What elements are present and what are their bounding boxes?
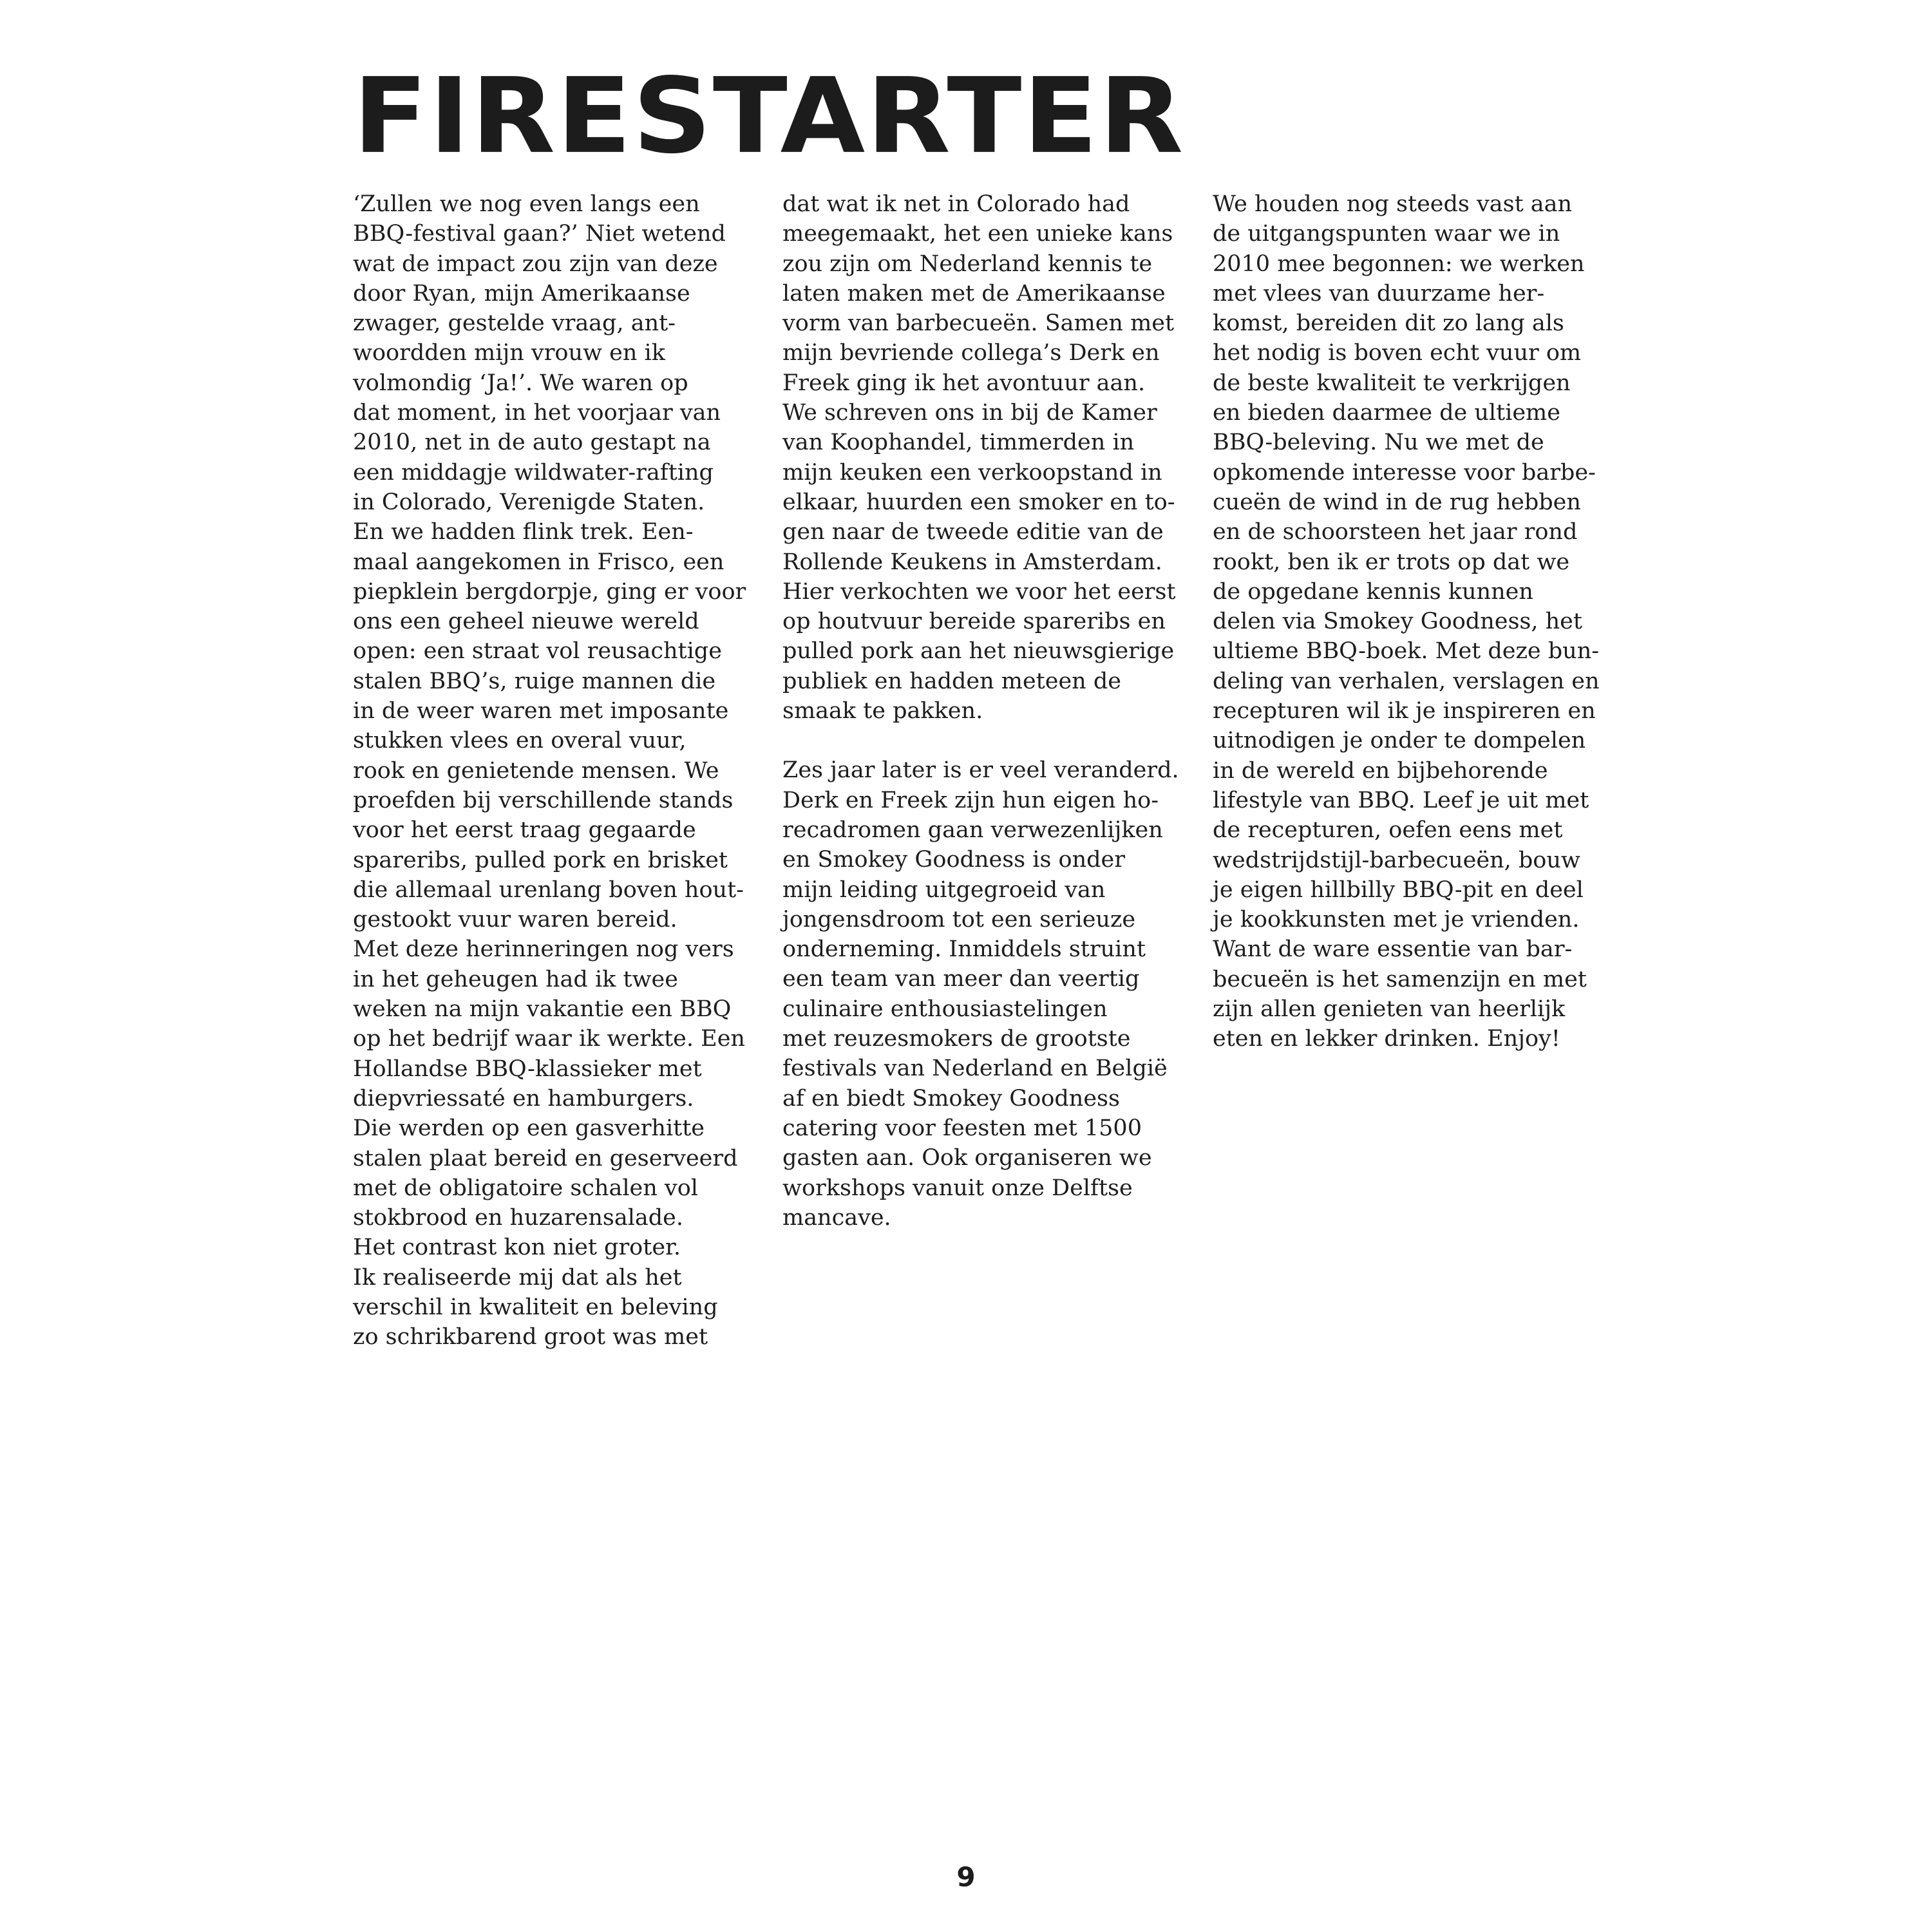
- paragraph: dat wat ik net in Colorado had meegemaakt, het een unieke kans zou zijn om Nederland kennis te laten maken met de Amerikaanse vorm van barbecueën. Samen met mijn bevriende collega’s Derk en Freek ging ik het avontuur aan. We schreven ons in bij de Kamer van Koophandel, timmerden in mijn keuken een verkoopstand in elkaar, huurden een smoker en to- gen naar de tweede editie van de Rollende Keukens in Amsterdam. Hier verkochten we voor het eerst op houtvuur bereide spareribs en pulled pork aan het nieuwsgierige publiek en hadden meteen de smaak te pakken.: [782, 191, 1176, 724]
- text-column-3: [1213, 189, 1625, 1054]
- text-column-1: [353, 189, 765, 1352]
- page-number: 9: [956, 1861, 976, 1893]
- paragraph: Zes jaar later is er veel veranderd. Derk en Freek zijn hun eigen ho- recadromen gaan verwezenlijken en Smokey Goodness is onder mijn leiding uitgegroeid van jongensdroom tot een serieuze onderneming. Inmiddels struint een team van meer dan veertig culinaire enthousiastelingen met reuzesmokers de grootste festivals van Nederland en België af en biedt Smokey Goodness catering voor feesten met 1500 gasten aan. Ook organiseren we workshops vanuit onze Delftse mancave.: [782, 757, 1179, 1231]
- paragraph: ‘Zullen we nog even langs een BBQ-festival gaan?’ Niet wetend wat de impact zou zijn van deze door Ryan, mijn Amerikaanse zwager, gestelde vraag, ant- woordden mijn vrouw en ik volmondig ‘Ja!’. We waren op dat moment, in het voorjaar van 2010, net in de auto gestapt na een middagje wildwater-rafting in Colorado, Verenigde Staten. En we hadden flink trek. Een- maal aangekomen in Frisco, een piepklein bergdorpje, ging er voor ons een geheel nieuwe wereld open: een straat vol reusachtige stalen BBQ’s, ruige mannen die in de weer waren met imposante stukken vlees en overal vuur, rook en genietende mensen. We proefden bij verschillende stands voor het eerst traag gegaarde spareribs, pulled pork en brisket die allemaal urenlang boven hout- gestookt vuur waren bereid. Met deze herinneringen nog vers in het geheugen had ik twee weken na mijn vakantie een BBQ op het bedrijf waar ik werkte. Een Hollandse BBQ-klassieker met diepvriessaté en hamburgers. Die werden op een gasverhitte stalen plaat bereid en geserveerd met de obligatoire schalen vol stokbrood en huzarensalade. Het contrast kon niet groter. Ik realiseerde mij dat als het verschil in kwaliteit en beleving zo schrikbarend groot was met: [353, 191, 746, 1350]
- text-column-2: [782, 189, 1195, 1233]
- page-title: FIRESTARTER: [353, 55, 1185, 177]
- paragraph: We houden nog steeds vast aan de uitgangspunten waar we in 2010 mee begonnen: we werken met vlees van duurzame her- komst, bereiden dit zo lang als het nodig is boven echt vuur om de beste kwaliteit te verkrijgen en bieden daarmee de ultieme BBQ-beleving. Nu we met de opkomende interesse voor barbe- cueën de wind in de rug hebben en de schoorsteen het jaar rond rookt, ben ik er trots op dat we de opgedane kennis kunnen delen via Smokey Goodness, het ultieme BBQ-boek. Met deze bun- deling van verhalen, verslagen en recepturen wil ik je inspireren en uitnodigen je onder te dompelen in de wereld en bijbehorende lifestyle van BBQ. Leef je uit met de recepturen, oefen eens met wedstrijdstijl-barbecueën, bouw je eigen hillbilly BBQ-pit en deel je kookkunsten met je vrienden. Want de ware essentie van bar- becueën is het samenzijn en met zijn allen genieten van heerlijk eten en lekker drinken. Enjoy!: [1213, 191, 1600, 1052]
